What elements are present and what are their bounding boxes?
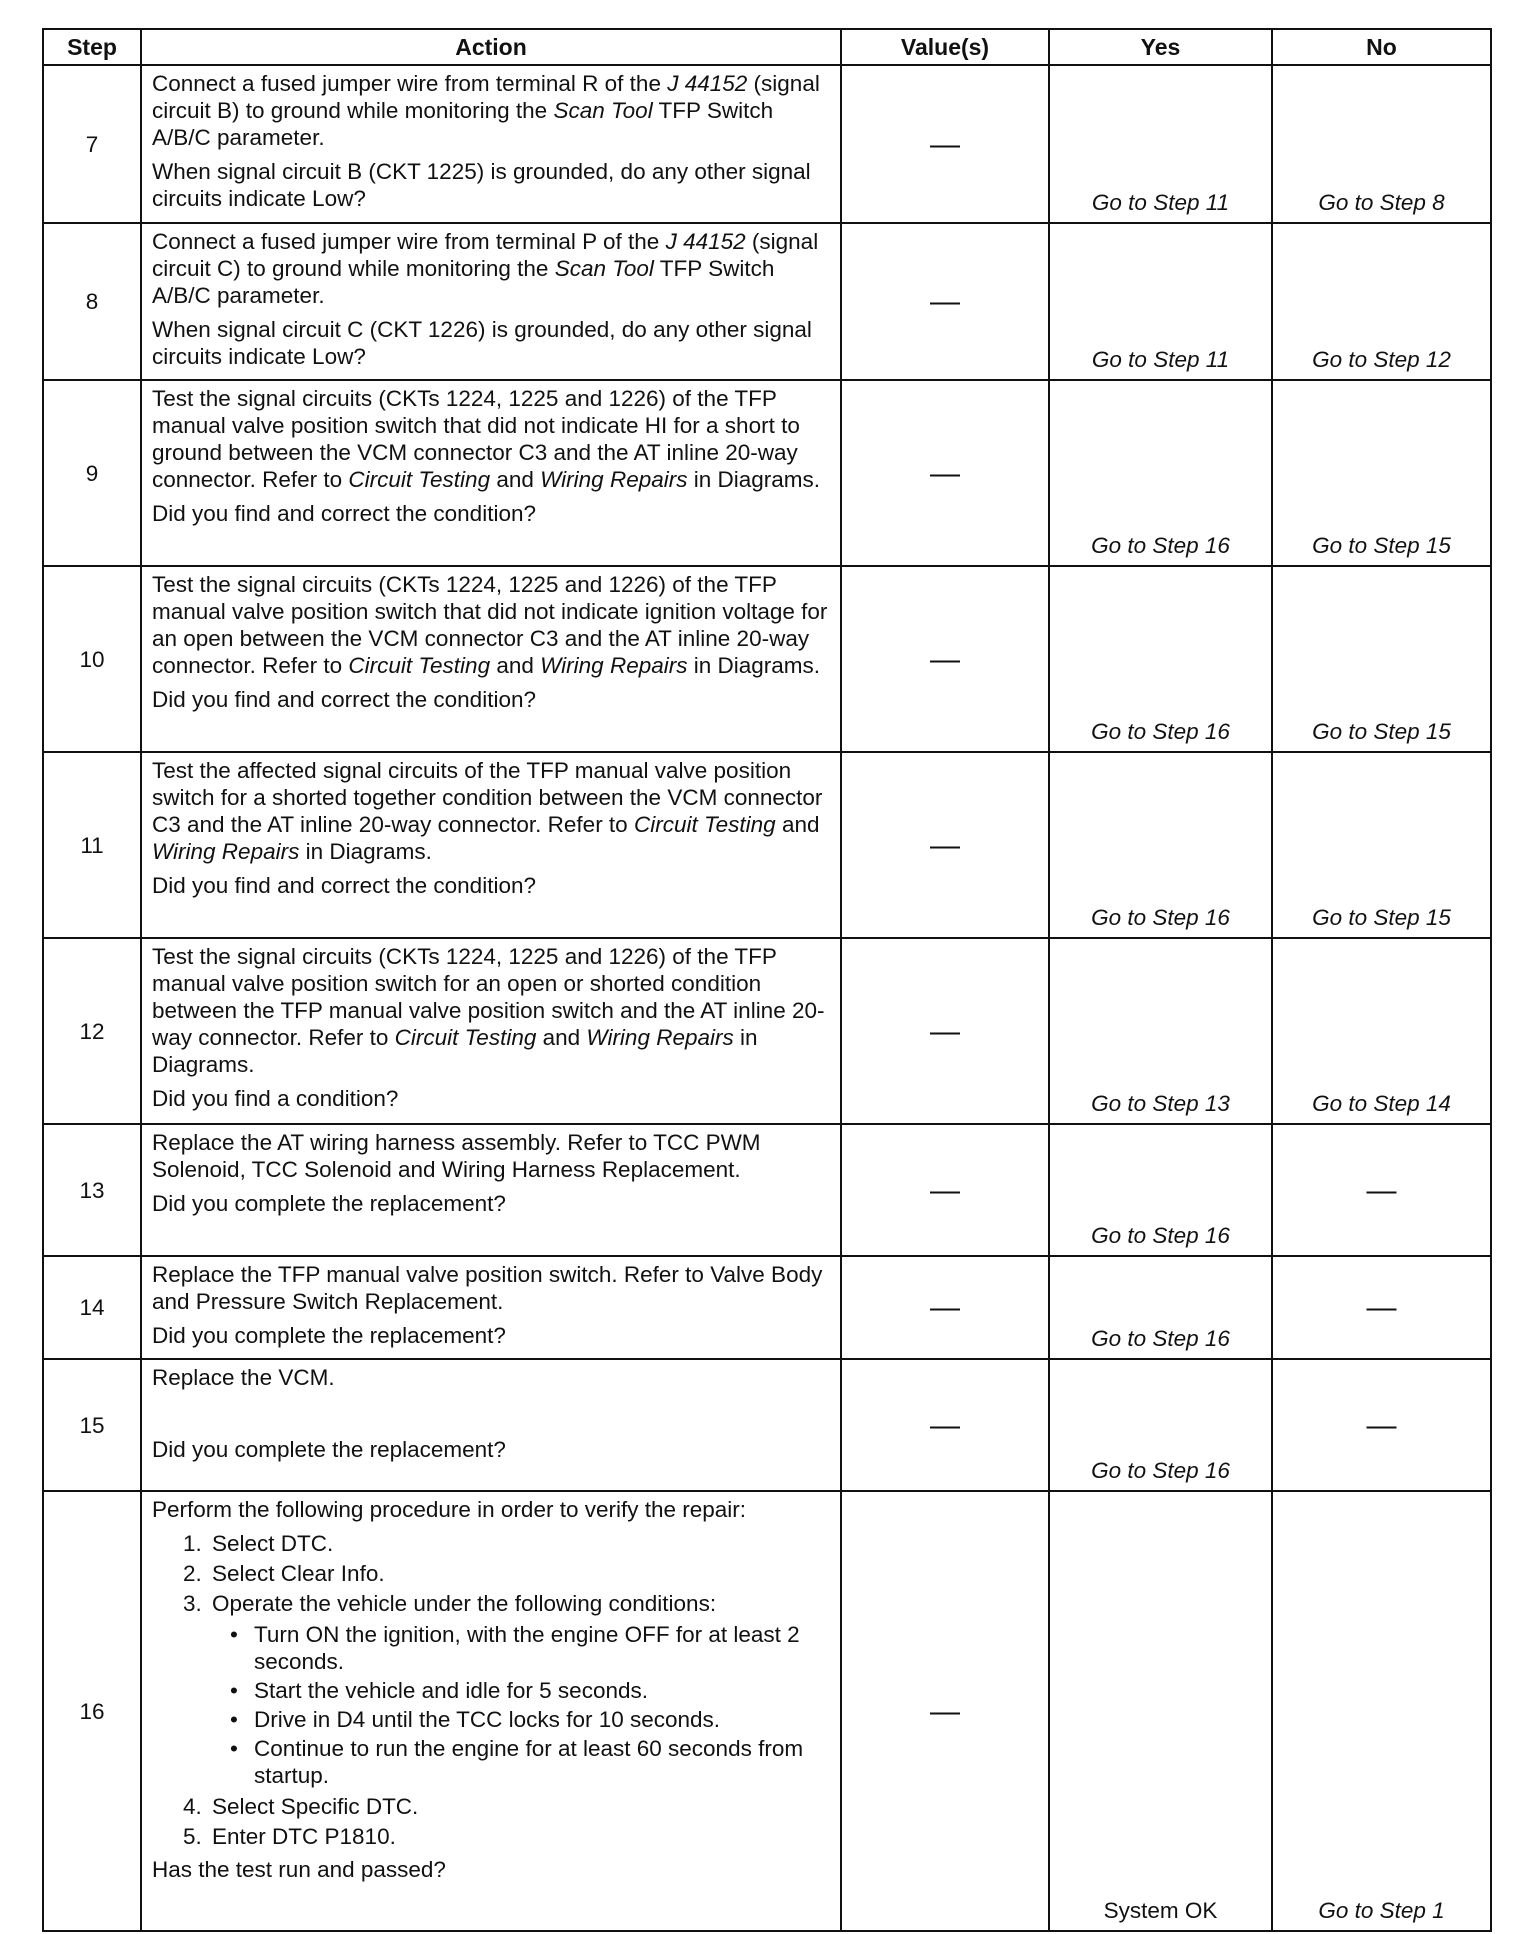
no-cell: —	[1272, 1256, 1491, 1359]
no-link[interactable]: Go to Step 8	[1272, 65, 1491, 223]
value-cell: —	[841, 65, 1049, 223]
no-cell: —	[1272, 1124, 1491, 1256]
action-question: Did you find and correct the condition?	[152, 687, 536, 712]
yes-link[interactable]: Go to Step 13	[1049, 938, 1272, 1124]
value-cell: —	[841, 752, 1049, 938]
table-row	[43, 1359, 1491, 1491]
step-number: 11	[43, 752, 141, 938]
procedure-step: 1. Select DTC.	[208, 1530, 830, 1557]
step-number: 9	[43, 380, 141, 566]
yes-link[interactable]: Go to Step 16	[1049, 1359, 1272, 1491]
no-link[interactable]: Go to Step 15	[1272, 380, 1491, 566]
action-text: Test the signal circuits (CKTs 1224, 1225 and 1226) of the TFP manual valve position switch for an open or shorted condition between the TFP manual valve position switch and the AT inline 20-way connector. Refer to Circuit Testing and Wiring Repairs in Diagrams.	[152, 944, 825, 1077]
no-link[interactable]: Go to Step 12	[1272, 223, 1491, 380]
table-row	[43, 65, 1491, 223]
action-cell	[141, 1256, 841, 1359]
procedure-step: 5. Enter DTC P1810.	[208, 1823, 830, 1850]
procedure-step: 3. Operate the vehicle under the following conditions: • Turn ON the ignition, with the engine OFF for at least 2 seconds. • Start the vehicle and idle for 5 seconds. • Drive in D4 until the TCC locks for 10 seconds. • Continue to run the engine for at least 60 seconds from startup.	[208, 1590, 830, 1789]
action-text: Connect a fused jumper wire from terminal P of the J 44152 (signal circuit C) to ground while monitoring the Scan Tool TFP Switch A/B/C parameter.	[152, 229, 819, 308]
no-link[interactable]: Go to Step 14	[1272, 938, 1491, 1124]
procedure-list	[152, 1530, 830, 1850]
action-cell	[141, 1359, 841, 1491]
action-text: Replace the VCM.	[152, 1365, 335, 1390]
action-text: Perform the following procedure in order to verify the repair:	[152, 1497, 747, 1522]
action-cell	[141, 65, 841, 223]
yes-link[interactable]: Go to Step 11	[1049, 65, 1272, 223]
step-number: 14	[43, 1256, 141, 1359]
table-row	[43, 223, 1491, 380]
table-row	[43, 1124, 1491, 1256]
action-question: Has the test run and passed?	[152, 1857, 446, 1882]
action-question: Did you complete the replacement?	[152, 1191, 506, 1216]
step-number: 8	[43, 223, 141, 380]
table-row	[43, 1491, 1491, 1931]
step-number: 12	[43, 938, 141, 1124]
action-question: Did you complete the replacement?	[152, 1323, 506, 1348]
value-cell: —	[841, 223, 1049, 380]
header-no: No	[1272, 29, 1491, 65]
yes-link[interactable]: Go to Step 16	[1049, 566, 1272, 752]
step-number: 7	[43, 65, 141, 223]
table-row	[43, 566, 1491, 752]
header-action: Action	[141, 29, 841, 65]
yes-result: System OK	[1049, 1491, 1272, 1931]
no-link[interactable]: Go to Step 1	[1272, 1491, 1491, 1931]
action-question: Did you find and correct the condition?	[152, 873, 536, 898]
condition-item: • Start the vehicle and idle for 5 seconds.	[250, 1677, 830, 1704]
procedure-step: 4. Select Specific DTC.	[208, 1793, 830, 1820]
table-row	[43, 1256, 1491, 1359]
value-cell: —	[841, 566, 1049, 752]
step-number: 16	[43, 1491, 141, 1931]
table-row	[43, 752, 1491, 938]
action-text: Replace the AT wiring harness assembly. Refer to TCC PWM Solenoid, TCC Solenoid and Wiring Harness Replacement.	[152, 1130, 761, 1182]
action-question: Did you complete the replacement?	[152, 1437, 506, 1462]
condition-list	[212, 1621, 830, 1789]
condition-item: • Continue to run the engine for at least 60 seconds from startup.	[250, 1735, 830, 1789]
value-cell: —	[841, 1256, 1049, 1359]
condition-item: • Turn ON the ignition, with the engine OFF for at least 2 seconds.	[250, 1621, 830, 1675]
action-cell	[141, 1124, 841, 1256]
step-number: 10	[43, 566, 141, 752]
action-text: Connect a fused jumper wire from terminal R of the J 44152 (signal circuit B) to ground while monitoring the Scan Tool TFP Switch A/B/C parameter.	[152, 71, 820, 150]
header-values: Value(s)	[841, 29, 1049, 65]
yes-link[interactable]: Go to Step 16	[1049, 1256, 1272, 1359]
yes-link[interactable]: Go to Step 16	[1049, 752, 1272, 938]
step-number: 13	[43, 1124, 141, 1256]
value-cell: —	[841, 1491, 1049, 1931]
value-cell: —	[841, 1124, 1049, 1256]
table-header-row	[43, 29, 1491, 65]
procedure-step: 2. Select Clear Info.	[208, 1560, 830, 1587]
condition-item: • Drive in D4 until the TCC locks for 10 seconds.	[250, 1706, 830, 1733]
diagnostic-table	[42, 28, 1492, 1932]
action-cell	[141, 938, 841, 1124]
value-cell: —	[841, 1359, 1049, 1491]
action-question: Did you find a condition?	[152, 1086, 399, 1111]
value-cell: —	[841, 380, 1049, 566]
yes-link[interactable]: Go to Step 16	[1049, 380, 1272, 566]
action-question: When signal circuit C (CKT 1226) is grounded, do any other signal circuits indicate Low?	[152, 317, 812, 369]
action-question: When signal circuit B (CKT 1225) is grounded, do any other signal circuits indicate Low?	[152, 159, 811, 211]
action-text: Replace the TFP manual valve position switch. Refer to Valve Body and Pressure Switch Replacement.	[152, 1262, 823, 1314]
action-cell	[141, 223, 841, 380]
diagnostic-sheet	[42, 28, 1490, 1932]
action-cell	[141, 380, 841, 566]
yes-link[interactable]: Go to Step 11	[1049, 223, 1272, 380]
action-text: Test the affected signal circuits of the TFP manual valve position switch for a shorted together condition between the VCM connector C3 and the AT inline 20-way connector. Refer to Circuit Testing and Wiring Repairs in Diagrams.	[152, 758, 823, 864]
action-text: Test the signal circuits (CKTs 1224, 1225 and 1226) of the TFP manual valve position switch that did not indicate HI for a short to ground between the VCM connector C3 and the AT inline 20-way connector. Refer to Circuit Testing and Wiring Repairs in Diagrams.	[152, 386, 821, 492]
table-row	[43, 938, 1491, 1124]
value-cell: —	[841, 938, 1049, 1124]
action-cell	[141, 1491, 841, 1931]
no-link[interactable]: Go to Step 15	[1272, 752, 1491, 938]
no-link[interactable]: Go to Step 15	[1272, 566, 1491, 752]
no-cell: —	[1272, 1359, 1491, 1491]
header-step: Step	[43, 29, 141, 65]
table-row	[43, 380, 1491, 566]
action-text: Test the signal circuits (CKTs 1224, 1225 and 1226) of the TFP manual valve position switch that did not indicate ignition voltage for an open between the VCM connector C3 and the AT inline 20-way connector. Refer to Circuit Testing and Wiring Repairs in Diagrams.	[152, 572, 828, 678]
action-question: Did you find and correct the condition?	[152, 501, 536, 526]
header-yes: Yes	[1049, 29, 1272, 65]
action-cell	[141, 752, 841, 938]
action-cell	[141, 566, 841, 752]
yes-link[interactable]: Go to Step 16	[1049, 1124, 1272, 1256]
step-number: 15	[43, 1359, 141, 1491]
